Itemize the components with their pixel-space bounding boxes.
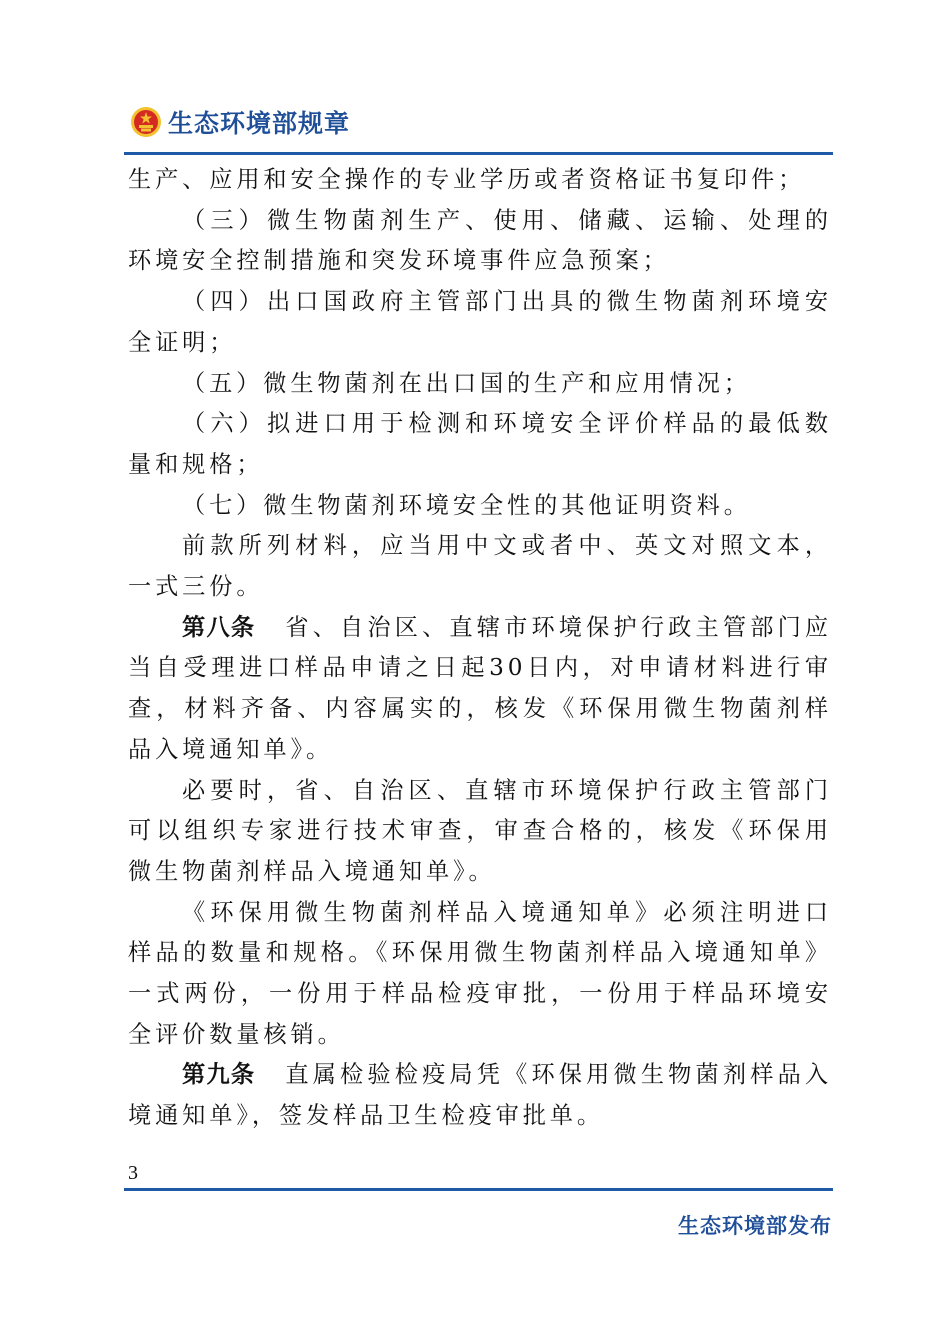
paragraph: 《环保用微生物菌剂样品入境通知单》必须注明进口样品的数量和规格。《环保用微生物菌剂样品入境通知单》一式两份，一份用于样品检疫审批，一份用于样品环境安全评价数量核销。 <box>128 898 832 1048</box>
footer-rule <box>124 1188 833 1191</box>
document-body <box>128 160 832 1137</box>
article-9 <box>128 1055 832 1136</box>
paragraph: （七）微生物菌剂环境安全性的其他证明资料。 <box>182 491 751 519</box>
article-8 <box>128 608 832 771</box>
paragraph: 前款所列材料，应当用中文或者中、英文对照文本，一式三份。 <box>128 532 832 601</box>
paragraph: 生产、应用和安全操作的专业学历或者资格证书复印件； <box>128 166 806 193</box>
paragraph: （六）拟进口用于检测和环境安全评价样品的最低数量和规格； <box>128 410 832 478</box>
paragraph: （三）微生物菌剂生产、使用、储藏、运输、处理的环境安全控制措施和突发环境事件应急预案； <box>128 206 832 275</box>
paragraph: 必要时，省、自治区、直辖市环境保护行政主管部门可以组织专家进行技术审查，审查合格的，核发《环保用微生物菌剂样品入境通知单》。 <box>128 776 832 885</box>
header-title: 生态环境部规章 <box>168 109 351 138</box>
paragraph: （四）出口国政府主管部门出具的微生物菌剂环境安全证明； <box>128 288 832 356</box>
national-emblem-icon <box>130 106 162 138</box>
footer-title: 生态环境部发布 <box>678 1214 832 1238</box>
page-number: 3 <box>128 1162 138 1184</box>
header-rule <box>124 152 833 155</box>
article-number: 第八条 <box>182 613 256 641</box>
article-text: 省、自治区、直辖市环境保护行政主管部门应当自受理进口样品申请之日起30日内，对申请材料进行审查，材料齐备、内容属实的，核发《环保用微生物菌剂样品入境通知单》。 <box>128 613 833 763</box>
paragraph: （五）微生物菌剂在出口国的生产和应用情况； <box>182 369 751 397</box>
article-number: 第九条 <box>182 1061 256 1089</box>
page-header <box>130 100 350 144</box>
article-text: 直属检验检疫局凭《环保用微生物菌剂样品入境通知单》，签发样品卫生检疫审批单。 <box>128 1061 833 1130</box>
